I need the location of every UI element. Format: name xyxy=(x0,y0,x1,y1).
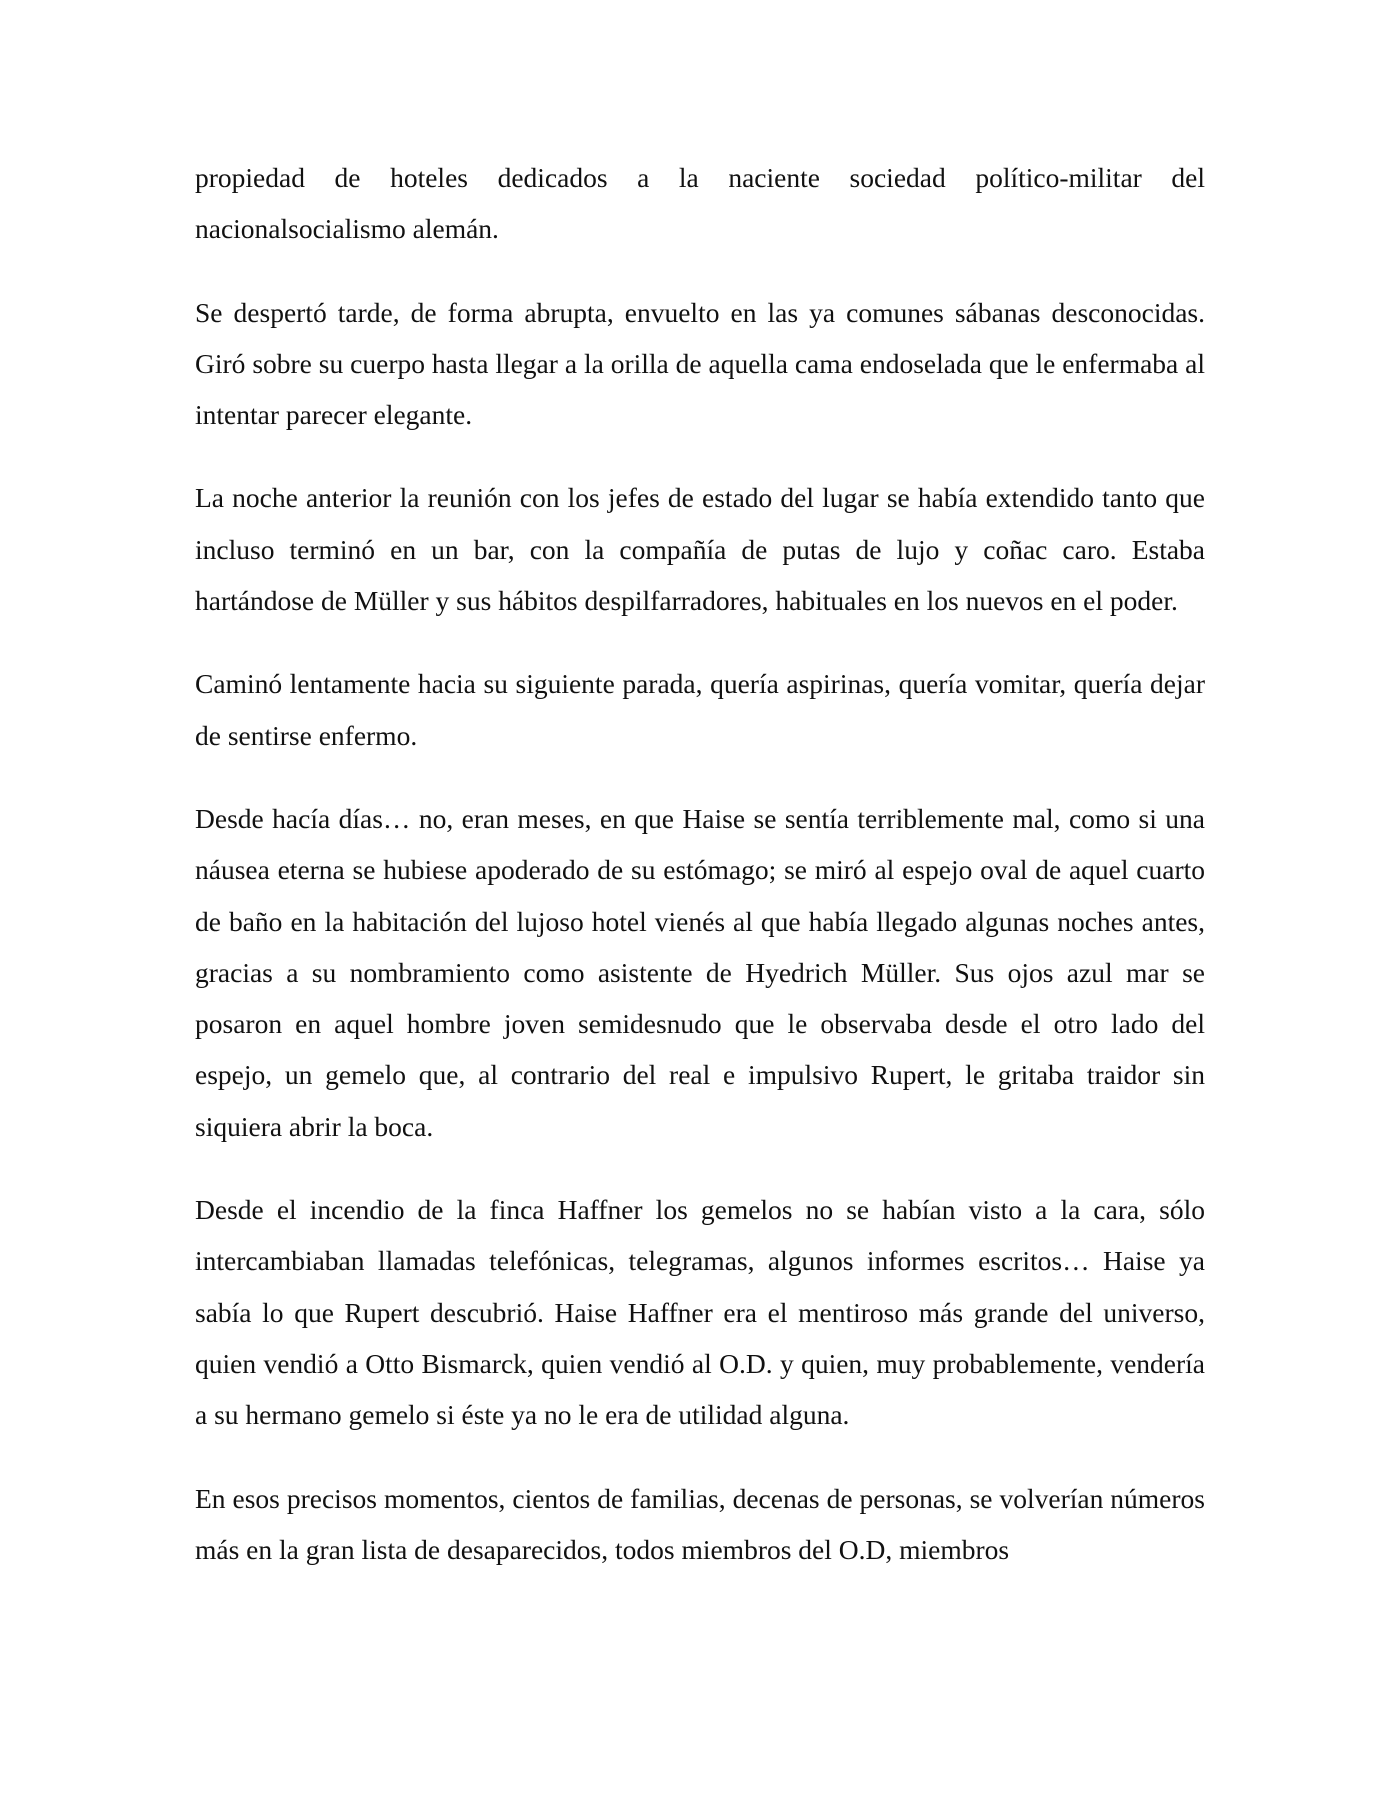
paragraph-1: propiedad de hoteles dedicados a la naciente sociedad político-militar del nacionalsocialismo alemán. xyxy=(195,162,1205,245)
paragraph-6: Desde el incendio de la finca Haffner los gemelos no se habían visto a la cara, sólo intercambiaban llamadas telefónicas, telegramas, algunos informes escritos… Haise ya sabía lo que Rupert descubrió. Haise Haffner era el mentiroso más grande del universo, quien vendió a Otto Bismarck, quien vendió al O.D. y quien, muy probablemente, vendería a su hermano gemelo si éste ya no le era de utilidad alguna. xyxy=(195,1194,1205,1431)
paragraph-2: Se despertó tarde, de forma abrupta, envuelto en las ya comunes sábanas desconocidas. Giró sobre su cuerpo hasta llegar a la orilla de aquella cama endoselada que le enfermaba al intentar parecer elegante. xyxy=(195,296,1205,431)
body-text xyxy=(195,152,1205,1575)
paragraph-7: En esos precisos momentos, cientos de familias, decenas de personas, se volverían números más en la gran lista de desaparecidos, todos miembros del O.D, miembros xyxy=(195,1482,1205,1565)
paragraph-3: La noche anterior la reunión con los jefes de estado del lugar se había extendido tanto que incluso terminó en un bar, con la compañía de putas de lujo y coñac caro. Estaba hartándose de Müller y sus hábitos despilfarradores, habituales en los nuevos en el poder. xyxy=(195,482,1205,617)
paragraph-4: Caminó lentamente hacia su siguiente parada, quería aspirinas, quería vomitar, quería dejar de sentirse enfermo. xyxy=(195,668,1205,751)
paragraph-5: Desde hacía días… no, eran meses, en que Haise se sentía terriblemente mal, como si una náusea eterna se hubiese apoderado de su estómago; se miró al espejo oval de aquel cuarto de baño en la habitación del lujoso hotel vienés al que había llegado algunas noches antes, gracias a su nombramiento como asistente de Hyedrich Müller. Sus ojos azul mar se posaron en aquel hombre joven semidesnudo que le observaba desde el otro lado del espejo, un gemelo que, al contrario del real e impulsivo Rupert, le gritaba traidor sin siquiera abrir la boca. xyxy=(195,802,1205,1142)
